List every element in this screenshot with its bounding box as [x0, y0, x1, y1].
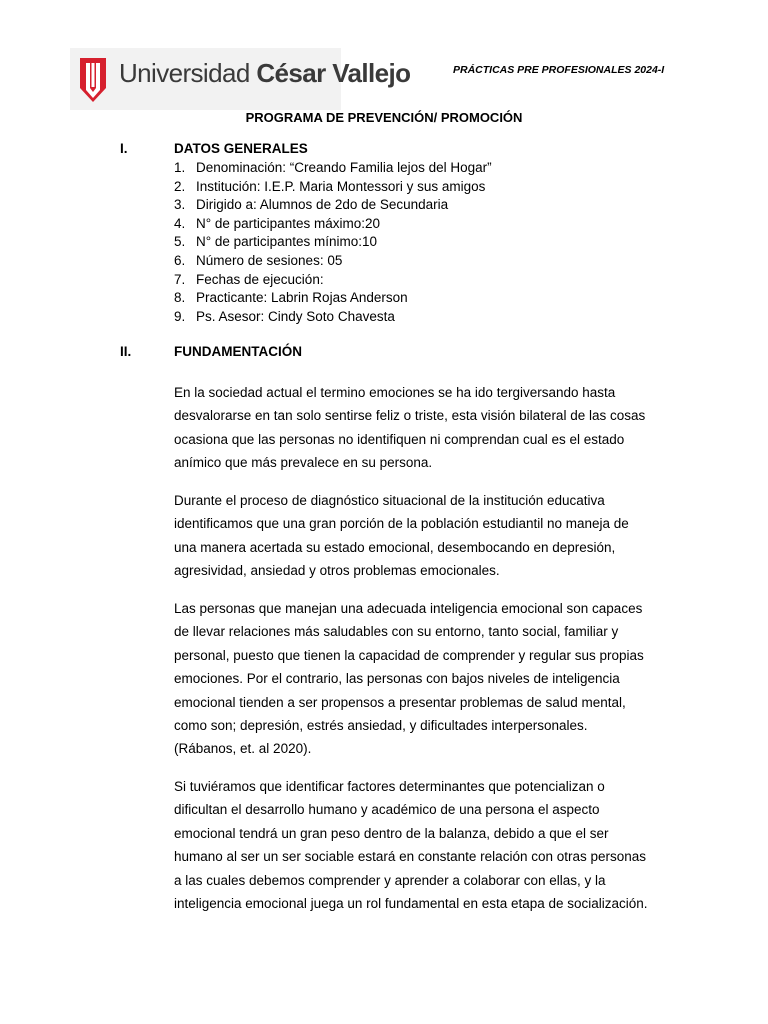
paragraph-line: ocasiona que las personas no identifiquen ni comprendan cual es el estado [174, 431, 625, 447]
list-item-text: Dirigido a: Alumnos de 2do de Secundaria [196, 197, 449, 213]
paragraph-line: Si tuviéramos que identificar factores determinantes que potencializan o [174, 779, 605, 794]
list-item-number: 8. [174, 290, 186, 306]
section-1-number: I. [120, 141, 128, 156]
list-item-text: N° de participantes mínimo:10 [196, 234, 377, 250]
list-item [174, 178, 492, 197]
university-name [119, 58, 410, 88]
document-title: PROGRAMA DE PREVENCIÓN/ PROMOCIÓN [245, 110, 523, 125]
paragraph-line: como son; depresión, estrés ansiedad, y dificultades interpersonales. [174, 718, 588, 734]
list-item-text: Ps. Asesor: Cindy Soto Chavesta [196, 308, 395, 324]
paragraph-line: desvalorarse en tan solo sentirse feliz o triste, esta visión bilateral de las cosas [174, 408, 646, 424]
section-1-title: DATOS GENERALES [174, 141, 308, 156]
paragraph-line: emocional tienden a ser propensos a presentar problemas de salud mental, [174, 694, 626, 710]
paragraph-line: humano al ser un ser sociable estará en constante relación con otras personas [174, 849, 647, 865]
paragraph-line: a las cuales debemos comprender y aprender a colaborar con ellas, y la [174, 872, 606, 888]
paragraph-line: agresividad, ansiedad y otros problemas emocionales. [174, 563, 500, 579]
paragraph-line: dificultan el desarrollo humano y académico de una persona el aspecto [174, 802, 600, 818]
list-item [174, 308, 492, 327]
paragraph-1 [174, 381, 664, 475]
list-item [174, 159, 492, 178]
section-2-number: II. [120, 344, 132, 359]
list-item-number: 6. [174, 252, 186, 268]
header-practicas-label: PRÁCTICAS PRE PROFESIONALES 2024-I [453, 64, 665, 76]
university-crest-icon [78, 54, 108, 104]
list-item-number: 1. [174, 160, 186, 175]
paragraph-line: emocional tendrá un gran peso dentro de la balanza, debido a que el ser [174, 825, 609, 841]
list-item-number: 9. [174, 308, 186, 324]
paragraph-line: (Rábanos, et. al 2020). [174, 741, 312, 757]
list-item [174, 289, 492, 308]
paragraph-2 [174, 489, 664, 583]
datos-generales-list [174, 159, 492, 326]
paragraph-4 [174, 775, 664, 915]
list-item [174, 233, 492, 252]
list-item [174, 252, 492, 271]
list-item-number: 2. [174, 178, 186, 194]
university-name-regular: Universidad [119, 58, 257, 88]
list-item [174, 196, 492, 215]
section-2-title: FUNDAMENTACIÓN [174, 344, 302, 359]
paragraph-line: una manera acertada su estado emocional, desembocando en depresión, [174, 539, 616, 555]
paragraph-line: personal, puesto que tienen la capacidad de comprender y regular sus propias [174, 647, 644, 663]
list-item-number: 3. [174, 197, 186, 213]
list-item-text: Practicante: Labrin Rojas Anderson [196, 290, 408, 306]
list-item-text: N° de participantes máximo:20 [196, 215, 380, 231]
list-item [174, 215, 492, 234]
paragraph-line: identificamos que una gran porción de la población estudiantil no maneja de [174, 516, 629, 532]
list-item-number: 5. [174, 234, 186, 250]
paragraph-line: En la sociedad actual el termino emociones se ha ido tergiversando hasta [174, 385, 616, 400]
paragraph-line: anímico que más prevalece en su persona. [174, 455, 433, 471]
paragraph-line: emociones. Por el contrario, las personas con bajos niveles de inteligencia [174, 671, 620, 687]
university-name-bold: César Vallejo [256, 58, 411, 88]
paragraph-line: Las personas que manejan una adecuada inteligencia emocional son capaces [174, 601, 643, 616]
paragraph-line: inteligencia emocional juega un rol fundamental en esta etapa de socialización. [174, 896, 648, 912]
list-item-text: Denominación: “Creando Familia lejos del Hogar” [196, 160, 492, 175]
list-item-text: Fechas de ejecución: [196, 271, 324, 287]
list-item-number: 7. [174, 271, 186, 287]
list-item-text: Institución: I.E.P. Maria Montessori y sus amigos [196, 178, 486, 194]
paragraph-3 [174, 597, 664, 761]
list-item-number: 4. [174, 215, 186, 231]
list-item-text: Número de sesiones: 05 [196, 252, 343, 268]
university-logo [70, 48, 411, 110]
list-item [174, 271, 492, 290]
paragraph-line: de llevar relaciones más saludables con su entorno, tanto social, familiar y [174, 624, 619, 640]
paragraph-line: Durante el proceso de diagnóstico situacional de la institución educativa [174, 493, 605, 508]
